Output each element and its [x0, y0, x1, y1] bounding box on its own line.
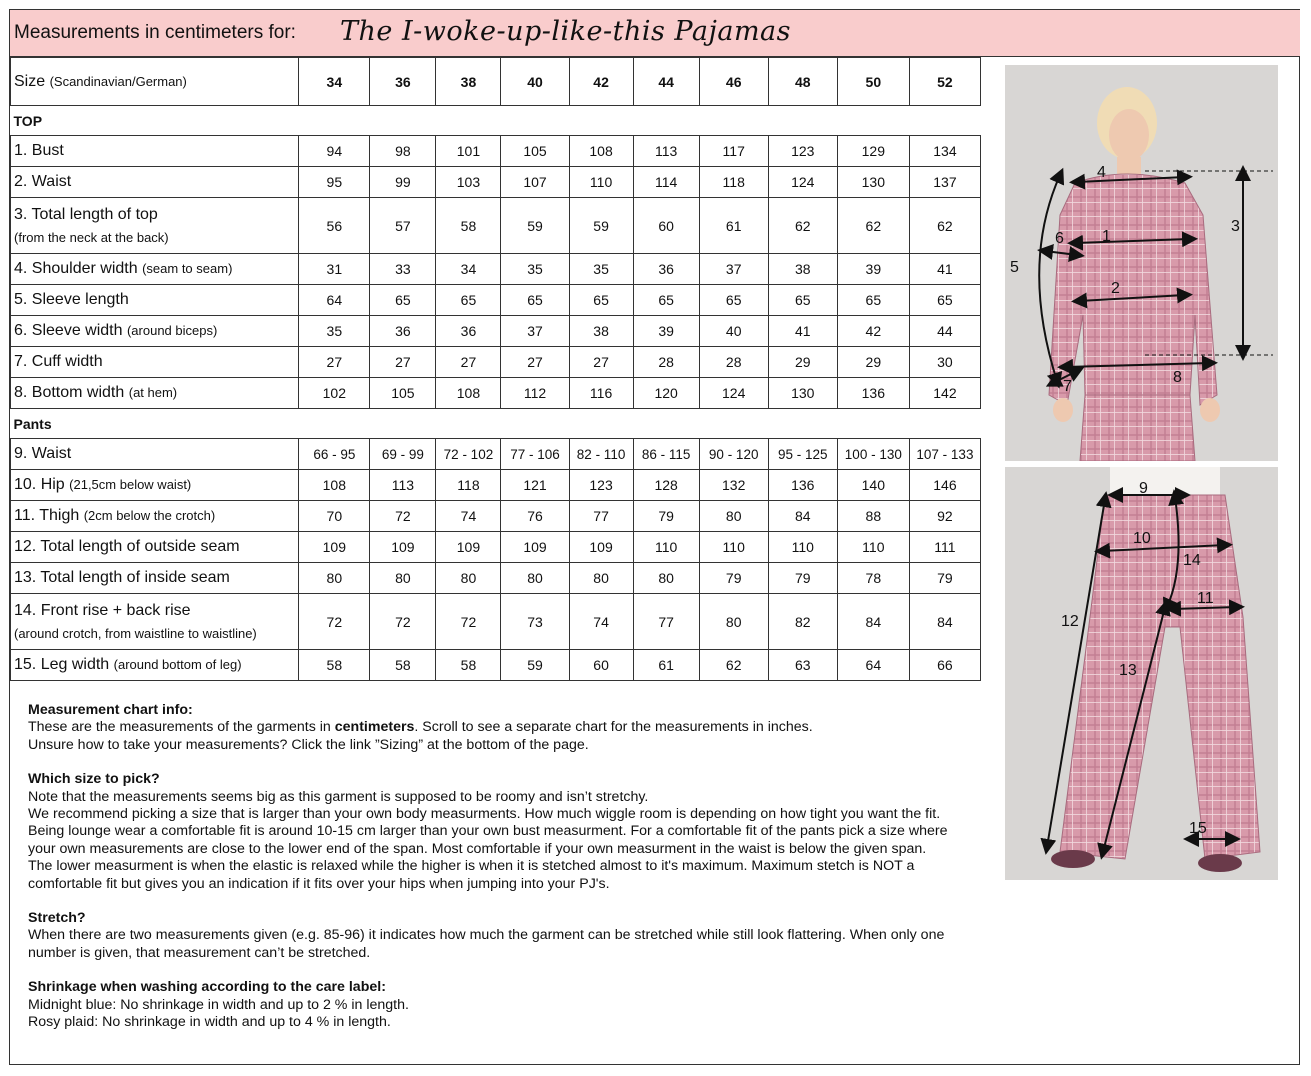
- table-cell: 65: [837, 285, 909, 316]
- table-cell: 110: [768, 532, 837, 563]
- table-cell: 108: [299, 470, 370, 501]
- table-cell: 92: [909, 501, 980, 532]
- size-header-cell: 38: [436, 58, 501, 106]
- left-hand: [1053, 398, 1073, 422]
- table-cell: 113: [633, 136, 699, 167]
- table-cell: 65: [370, 285, 436, 316]
- table-cell: 102: [299, 378, 370, 409]
- table-cell: 38: [569, 316, 633, 347]
- table-cell: 77: [569, 501, 633, 532]
- table-cell: 107 - 133: [909, 439, 980, 470]
- table-cell: 58: [370, 650, 436, 681]
- shirt-shape: [1049, 174, 1217, 405]
- table-cell: 134: [909, 136, 980, 167]
- table-cell: 110: [633, 532, 699, 563]
- row-label-note: (2cm below the crotch): [83, 508, 216, 523]
- table-cell: 78: [837, 563, 909, 594]
- table-cell: 113: [370, 470, 436, 501]
- row-label: [11, 501, 299, 532]
- diagram-label-15: 15: [1189, 820, 1207, 837]
- row-label-text: 6. Sleeve width: [14, 322, 123, 339]
- table-cell: 109: [436, 532, 501, 563]
- right-hand: [1200, 398, 1220, 422]
- size-header-cell: 34: [299, 58, 370, 106]
- table-cell: 77: [633, 594, 699, 650]
- table-cell: 61: [633, 650, 699, 681]
- table-cell: 84: [909, 594, 980, 650]
- diagram-label-14: 14: [1183, 552, 1201, 569]
- table-cell: 109: [569, 532, 633, 563]
- table-cell: 61: [699, 198, 768, 254]
- table-cell: 40: [699, 316, 768, 347]
- table-cell: 31: [299, 254, 370, 285]
- diagram-label-2: 2: [1111, 280, 1120, 297]
- table-cell: 136: [837, 378, 909, 409]
- table-cell: 62: [837, 198, 909, 254]
- table-row: [11, 501, 981, 532]
- shrinkage-line-2: Rosy plaid: No shrinkage in width and up to 4 % in length.: [28, 1014, 391, 1031]
- table-cell: 72 - 102: [436, 439, 501, 470]
- table-cell: 136: [768, 470, 837, 501]
- top-measurement-photo: [1005, 65, 1278, 461]
- table-cell: 70: [299, 501, 370, 532]
- section-top-label: TOP: [11, 106, 981, 136]
- row-label-note: (seam to seam): [142, 261, 233, 276]
- table-cell: 146: [909, 470, 980, 501]
- row-label: [11, 254, 299, 285]
- table-cell: 84: [768, 501, 837, 532]
- row-label: [11, 378, 299, 409]
- table-cell: 124: [768, 167, 837, 198]
- table-cell: 69 - 99: [370, 439, 436, 470]
- table-cell: 36: [436, 316, 501, 347]
- table-cell: 65: [699, 285, 768, 316]
- table-cell: 41: [909, 254, 980, 285]
- table-cell: 98: [370, 136, 436, 167]
- row-label: [11, 532, 299, 563]
- row-label: [11, 136, 299, 167]
- table-cell: 59: [501, 650, 569, 681]
- table-cell: 130: [768, 378, 837, 409]
- title-lead: Measurements in centimeters for:: [14, 22, 296, 43]
- table-cell: 37: [501, 316, 569, 347]
- chart-info-1a: These are the measurements of the garments in: [28, 719, 335, 736]
- row-label-text: 12. Total length of outside seam: [14, 538, 240, 555]
- table-cell: 74: [436, 501, 501, 532]
- table-cell: 80: [569, 563, 633, 594]
- stretch-block: [28, 910, 948, 962]
- table-cell: 82 - 110: [569, 439, 633, 470]
- table-cell: 36: [370, 316, 436, 347]
- table-cell: 80: [436, 563, 501, 594]
- shrinkage-block: [28, 979, 948, 1031]
- table-cell: 41: [768, 316, 837, 347]
- size-header-cell: 44: [633, 58, 699, 106]
- table-cell: 100 - 130: [837, 439, 909, 470]
- title-bar: [10, 10, 1300, 57]
- table-cell: 36: [633, 254, 699, 285]
- row-label: [11, 594, 299, 650]
- table-cell: 29: [837, 347, 909, 378]
- table-cell: 79: [768, 563, 837, 594]
- pants-shape: [1080, 395, 1195, 461]
- size-header-cell: 36: [370, 58, 436, 106]
- table-cell: 110: [699, 532, 768, 563]
- table-cell: 65: [909, 285, 980, 316]
- table-cell: 105: [501, 136, 569, 167]
- row-label: [11, 198, 299, 254]
- table-cell: 77 - 106: [501, 439, 569, 470]
- section-pants: [11, 409, 981, 439]
- table-cell: 105: [370, 378, 436, 409]
- table-cell: 129: [837, 136, 909, 167]
- table-cell: 73: [501, 594, 569, 650]
- table-cell: 27: [569, 347, 633, 378]
- row-label: [11, 316, 299, 347]
- table-row: [11, 378, 981, 409]
- table-cell: 27: [501, 347, 569, 378]
- table-cell: 63: [768, 650, 837, 681]
- table-cell: 95: [299, 167, 370, 198]
- size-header-cell: 42: [569, 58, 633, 106]
- chart-info-heading: Measurement chart info:: [28, 702, 193, 718]
- table-cell: 59: [501, 198, 569, 254]
- table-cell: 95 - 125: [768, 439, 837, 470]
- table-row: [11, 136, 981, 167]
- table-cell: 34: [436, 254, 501, 285]
- table-cell: 28: [633, 347, 699, 378]
- table-cell: 33: [370, 254, 436, 285]
- chart-info-line-2: Unsure how to take your measurements? Click the link ”Sizing” at the bottom of the page.: [28, 736, 589, 753]
- table-row: [11, 167, 981, 198]
- top-diagram: [1005, 65, 1278, 461]
- table-cell: 39: [837, 254, 909, 285]
- pants-diagram: [1005, 467, 1278, 880]
- table-cell: 74: [569, 594, 633, 650]
- table-cell: 79: [633, 501, 699, 532]
- diagram-label-1: 1: [1102, 228, 1111, 245]
- diagram-label-13: 13: [1119, 662, 1137, 679]
- table-cell: 65: [768, 285, 837, 316]
- table-cell: 37: [699, 254, 768, 285]
- table-cell: 35: [501, 254, 569, 285]
- table-cell: 79: [909, 563, 980, 594]
- table-cell: 108: [569, 136, 633, 167]
- table-cell: 59: [569, 198, 633, 254]
- table-row: [11, 470, 981, 501]
- neck-shape: [1117, 157, 1141, 175]
- row-label-note: (from the neck at the back): [14, 230, 169, 245]
- table-cell: 60: [633, 198, 699, 254]
- size-header-label: [11, 58, 299, 106]
- table-cell: 80: [501, 563, 569, 594]
- table-cell: 86 - 115: [633, 439, 699, 470]
- table-cell: 118: [699, 167, 768, 198]
- stretch-line-1: When there are two measurements given (e.g. 85-96) it indicates how much the garment can be stretched while still look flattering. When only one number is given, that measurement can’t be stretched.: [28, 927, 945, 961]
- table-cell: 72: [370, 594, 436, 650]
- table-cell: 35: [569, 254, 633, 285]
- table-cell: 88: [837, 501, 909, 532]
- table-cell: 140: [837, 470, 909, 501]
- white-top-shape: [1110, 467, 1220, 497]
- section-pants-label: Pants: [11, 409, 981, 439]
- table-cell: 90 - 120: [699, 439, 768, 470]
- size-header-row: [11, 58, 981, 106]
- size-header-cell: 52: [909, 58, 980, 106]
- table-cell: 114: [633, 167, 699, 198]
- table-cell: 80: [699, 501, 768, 532]
- table-cell: 117: [699, 136, 768, 167]
- table-cell: 132: [699, 470, 768, 501]
- stretch-heading: Stretch?: [28, 910, 86, 927]
- table-cell: 130: [837, 167, 909, 198]
- row-label-text: 13. Total length of inside seam: [14, 569, 230, 586]
- table-cell: 44: [909, 316, 980, 347]
- row-label: [11, 563, 299, 594]
- row-label-text: 3. Total length of top: [14, 206, 158, 223]
- measurement-table: [10, 57, 981, 681]
- shrinkage-line-1: Midnight blue: No shrinkage in width and up to 2 % in length.: [28, 996, 409, 1013]
- table-body: [11, 58, 981, 681]
- table-cell: 94: [299, 136, 370, 167]
- table-cell: 58: [436, 650, 501, 681]
- row-label-text: 7. Cuff width: [14, 353, 103, 370]
- face-shape: [1109, 109, 1149, 161]
- table-cell: 109: [299, 532, 370, 563]
- table-cell: 57: [370, 198, 436, 254]
- table-cell: 42: [837, 316, 909, 347]
- right-shoe: [1198, 854, 1242, 872]
- row-label-text: 4. Shoulder width: [14, 260, 138, 277]
- diagram-label-7: 7: [1063, 378, 1072, 395]
- diagram-label-5: 5: [1010, 259, 1019, 276]
- row-label-text: 14. Front rise + back rise: [14, 602, 191, 619]
- table-cell: 72: [436, 594, 501, 650]
- size-header-cell: 40: [501, 58, 569, 106]
- table-cell: 142: [909, 378, 980, 409]
- table-cell: 39: [633, 316, 699, 347]
- table-cell: 116: [569, 378, 633, 409]
- table-cell: 128: [633, 470, 699, 501]
- table-cell: 28: [699, 347, 768, 378]
- table-cell: 121: [501, 470, 569, 501]
- table-cell: 64: [837, 650, 909, 681]
- table-cell: 101: [436, 136, 501, 167]
- table-row: [11, 650, 981, 681]
- table-row: [11, 316, 981, 347]
- table-cell: 66 - 95: [299, 439, 370, 470]
- chart-info-1b: centimeters: [334, 719, 415, 736]
- row-label-text: 2. Waist: [14, 173, 72, 190]
- size-label: Size: [14, 72, 46, 90]
- table-cell: 80: [699, 594, 768, 650]
- table-cell: 111: [909, 532, 980, 563]
- chart-info-1c: . Scroll to see a separate chart for the measurements in inches.: [414, 719, 813, 736]
- row-label-text: 11. Thigh: [14, 507, 80, 524]
- which-size-block: [28, 771, 948, 893]
- table-cell: 103: [436, 167, 501, 198]
- chart-info-line-1: [28, 719, 948, 736]
- row-label-note: (at hem): [128, 385, 178, 400]
- table-cell: 29: [768, 347, 837, 378]
- row-label-note: (21,5cm below waist): [69, 477, 192, 492]
- row-label-text: 8. Bottom width: [14, 384, 125, 401]
- table-cell: 80: [299, 563, 370, 594]
- table-cell: 110: [837, 532, 909, 563]
- size-header-cell: 46: [699, 58, 768, 106]
- table-cell: 58: [436, 198, 501, 254]
- table-cell: 109: [370, 532, 436, 563]
- table-cell: 64: [299, 285, 370, 316]
- table-cell: 62: [909, 198, 980, 254]
- table-cell: 72: [299, 594, 370, 650]
- table-row: [11, 198, 981, 254]
- table-cell: 72: [370, 501, 436, 532]
- diagram-label-4: 4: [1097, 164, 1106, 181]
- table-cell: 80: [633, 563, 699, 594]
- which-size-line-1: Note that the measurements seems big as this garment is supposed to be roomy and isn’t stretchy.: [28, 788, 649, 805]
- row-label: [11, 439, 299, 470]
- table-cell: 82: [768, 594, 837, 650]
- size-system-label: (Scandinavian/German): [49, 73, 187, 89]
- size-header-cell: 50: [837, 58, 909, 106]
- table-cell: 30: [909, 347, 980, 378]
- size-header-cell: 48: [768, 58, 837, 106]
- row-label: [11, 347, 299, 378]
- table-row: [11, 285, 981, 316]
- table-cell: 123: [569, 470, 633, 501]
- table-cell: 65: [569, 285, 633, 316]
- table-cell: 120: [633, 378, 699, 409]
- diagram-label-11: 11: [1197, 590, 1214, 607]
- row-label-text: 10. Hip: [14, 476, 65, 493]
- table-cell: 76: [501, 501, 569, 532]
- row-label-text: 9. Waist: [14, 445, 72, 462]
- table-cell: 108: [436, 378, 501, 409]
- table-row: [11, 594, 981, 650]
- table-cell: 38: [768, 254, 837, 285]
- which-size-line-2: We recommend picking a size that is larger than your own body measurments. How much wiggle room is depending on how tight you want the fit. Being lounge wear a comfortable fit is around 10-15 cm larger than your own bust measurment. For a comfortable fit of the pants pick a size where your own measurements are close to the lower end of the span. Most comfortable if your own measurment in the waist is below the given span. The lower measurment is when the elastic is relaxed while the higher is when it is stetched almost to it's maximum. Maximum stetch is NOT a comfortable fit but gives you an indication if it fits over your hips when jumping into your PJ's.: [28, 806, 948, 892]
- table-cell: 27: [436, 347, 501, 378]
- table-cell: 137: [909, 167, 980, 198]
- table-cell: 58: [299, 650, 370, 681]
- row-label-note: (around biceps): [126, 323, 218, 338]
- table-cell: 27: [299, 347, 370, 378]
- row-label-text: 1. Bust: [14, 142, 64, 159]
- row-label-note: (around bottom of leg): [113, 657, 242, 672]
- pants-shape: [1060, 495, 1260, 859]
- table-cell: 65: [633, 285, 699, 316]
- table-cell: 84: [837, 594, 909, 650]
- section-top: [11, 106, 981, 136]
- table-cell: 124: [699, 378, 768, 409]
- pants-measurement-photo: [1005, 467, 1278, 880]
- diagram-label-12: 12: [1061, 613, 1079, 630]
- table-cell: 123: [768, 136, 837, 167]
- info-text: [28, 702, 948, 1032]
- diagram-label-3: 3: [1231, 218, 1240, 235]
- which-size-heading: Which size to pick?: [28, 771, 160, 788]
- table-cell: 107: [501, 167, 569, 198]
- table-cell: 79: [699, 563, 768, 594]
- table-row: [11, 532, 981, 563]
- diagram-label-10: 10: [1133, 530, 1151, 547]
- row-label-text: 5. Sleeve length: [14, 291, 129, 308]
- table-cell: 27: [370, 347, 436, 378]
- table-row: [11, 254, 981, 285]
- row-label-text: 15. Leg width: [14, 656, 110, 673]
- row-label: [11, 285, 299, 316]
- diagram-label-9: 9: [1139, 480, 1148, 497]
- table-row: [11, 563, 981, 594]
- row-label-note: (around crotch, from waistline to waistline): [14, 626, 257, 641]
- table-cell: 112: [501, 378, 569, 409]
- diagram-label-6: 6: [1055, 230, 1064, 247]
- row-label: [11, 470, 299, 501]
- table-cell: 62: [699, 650, 768, 681]
- table-row: [11, 347, 981, 378]
- table-cell: 56: [299, 198, 370, 254]
- table-row: [11, 439, 981, 470]
- table-cell: 110: [569, 167, 633, 198]
- table-cell: 65: [436, 285, 501, 316]
- table-cell: 62: [768, 198, 837, 254]
- table-cell: 118: [436, 470, 501, 501]
- table-cell: 66: [909, 650, 980, 681]
- left-shoe: [1051, 850, 1095, 868]
- table-cell: 99: [370, 167, 436, 198]
- row-label: [11, 167, 299, 198]
- shrinkage-heading: Shrinkage when washing according to the care label:: [28, 979, 386, 996]
- table-cell: 35: [299, 316, 370, 347]
- table-cell: 60: [569, 650, 633, 681]
- row-label: [11, 650, 299, 681]
- table-cell: 80: [370, 563, 436, 594]
- table-cell: 109: [501, 532, 569, 563]
- product-name: The I-woke-up-like-this Pajamas: [340, 16, 791, 47]
- diagram-label-8: 8: [1173, 369, 1182, 386]
- chart-info-block: [28, 702, 948, 754]
- table-cell: 65: [501, 285, 569, 316]
